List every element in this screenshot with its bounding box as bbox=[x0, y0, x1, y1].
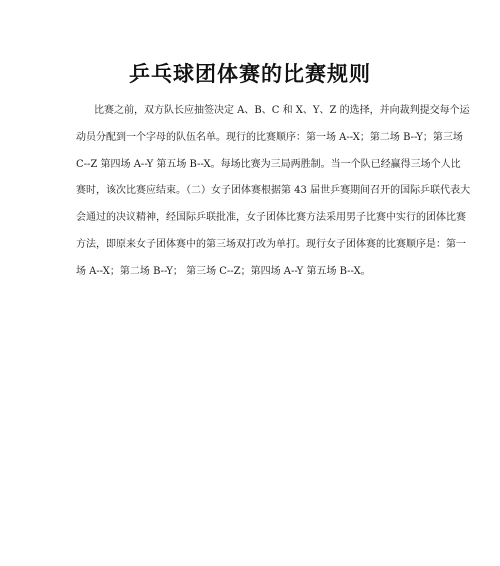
body-paragraph bbox=[76, 104, 471, 292]
paragraph-line-3: C--Z 第四场 A--Y 第五场 B--X。每场比赛为三局两胜制。当一个队已经赢得三场个人比 bbox=[76, 158, 461, 170]
paragraph-line-5: 会通过的决议精神，经国际乒联批准，女子团体比赛方法采用男子比赛中实行的团体比赛 bbox=[76, 212, 466, 224]
paragraph-line-2: 动员分配到一个字母的队伍名单。现行的比赛顺序：第一场 A--X；第二场 B--Y；第三场 bbox=[76, 131, 463, 143]
paragraph-line-6: 方法，即原来女子团体赛中的第三场双打改为单打。现行女子团体赛的比赛顺序是：第一 bbox=[76, 238, 466, 250]
document-title: 乒乓球团体赛的比赛规则 bbox=[129, 61, 371, 86]
paragraph-line-1: 比赛之前，双方队长应抽签决定 A、B、C 和 X、Y、Z 的选择，并向裁判提交每个运 bbox=[94, 105, 470, 116]
paragraph-line-4: 赛时，该次比赛应结束。（二）女子团体赛根据第 43 届世乒赛期间召开的国际乒联代表大 bbox=[76, 185, 471, 197]
paragraph-line-7: 场 A--X；第二场 B--Y； 第三场 C--Z；第四场 A--Y 第五场 B--X。 bbox=[76, 265, 371, 277]
